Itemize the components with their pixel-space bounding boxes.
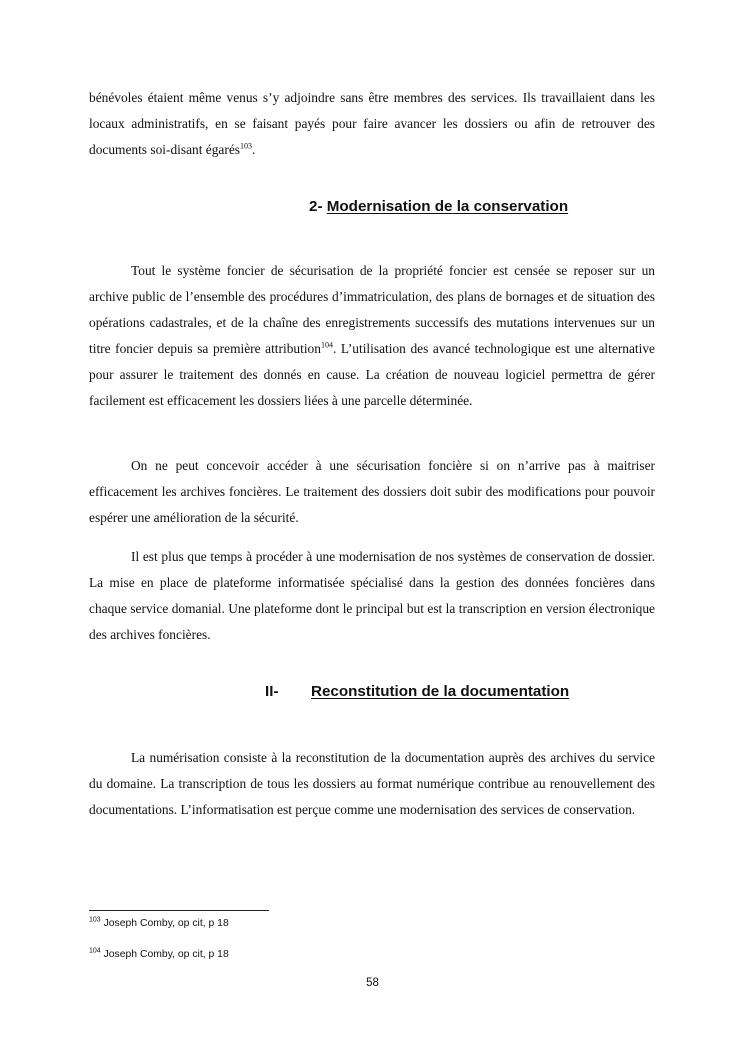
footnote-number: 104 xyxy=(89,947,101,955)
paragraph-text: bénévoles étaient même venus s’y adjoindre sans être membres des services. Ils travaillaient dans les locaux administratifs, en se faisant payés pour faire avancer les dossiers ou afin de retrouver des documents soi-disant égarés xyxy=(89,90,655,157)
paragraph-end: . xyxy=(251,141,256,157)
paragraph-plateforme: Il est plus que temps à procéder à une modernisation de nos systèmes de conservation de dossier. La mise en place de plateforme informatisée spécialisé dans la gestion des données foncières dans chaque service domanial. Une plateforme dont le principal but est la transcription en version électronique des archives foncières. xyxy=(89,549,655,642)
footnote-ref-104: 104 xyxy=(320,340,333,350)
heading-number: II- xyxy=(265,683,279,700)
paragraph-numerisation: La numérisation consiste à la reconstitution de la documentation auprès des archives du service du domaine. La transcription de tous les dossiers au format numérique contribue au renouvellement des documentations. L’informatisation est perçue comme une modernisation des services de conservation. xyxy=(89,750,655,817)
section-heading-reconstitution xyxy=(265,682,569,702)
page-number: 58 xyxy=(366,977,379,989)
footnote-separator xyxy=(89,910,269,911)
footnote-text: Joseph Comby, op cit, p 18 xyxy=(103,949,229,960)
paragraph-text: Tout le système foncier de sécurisation de la propriété foncier est censée se reposer sur un archive public de l’ensemble des procédures d’immatriculation, des plans de bornages et de situation des opérations cadastrales, et de la chaîne des enregistrements successifs des mutations intervenues sur un titre foncier depuis sa première attribution xyxy=(89,263,655,356)
footnote-number: 103 xyxy=(89,916,101,924)
footnote-103 xyxy=(89,917,229,931)
footnote-ref-103: 103 xyxy=(239,141,252,151)
paragraph-continuation xyxy=(89,85,655,163)
heading-number: 2- xyxy=(309,198,323,215)
footnote-104 xyxy=(89,948,229,962)
paragraph-archives: On ne peut concevoir accéder à une sécurisation foncière si on n’arrive pas à maitriser efficacement les archives foncières. Le traitement des dossiers doit subir des modifications pour pouvoir espérer une amélioration de la sécurité. xyxy=(89,458,655,525)
paragraph-systeme-foncier xyxy=(89,258,655,413)
paragraph-text-cont: . L’utilisation des avancé technologique est une alternative pour assurer le traitement des donnés en cause. La création de nouveau logiciel permettra de gérer facilement est efficacement les dossiers liées à une parcelle déterminée. xyxy=(89,340,655,408)
footnote-text: Joseph Comby, op cit, p 18 xyxy=(103,918,229,929)
heading-title: Reconstitution de la documentation xyxy=(311,683,570,700)
heading-title: Modernisation de la conservation xyxy=(326,198,569,215)
section-heading-modernisation xyxy=(309,197,568,217)
